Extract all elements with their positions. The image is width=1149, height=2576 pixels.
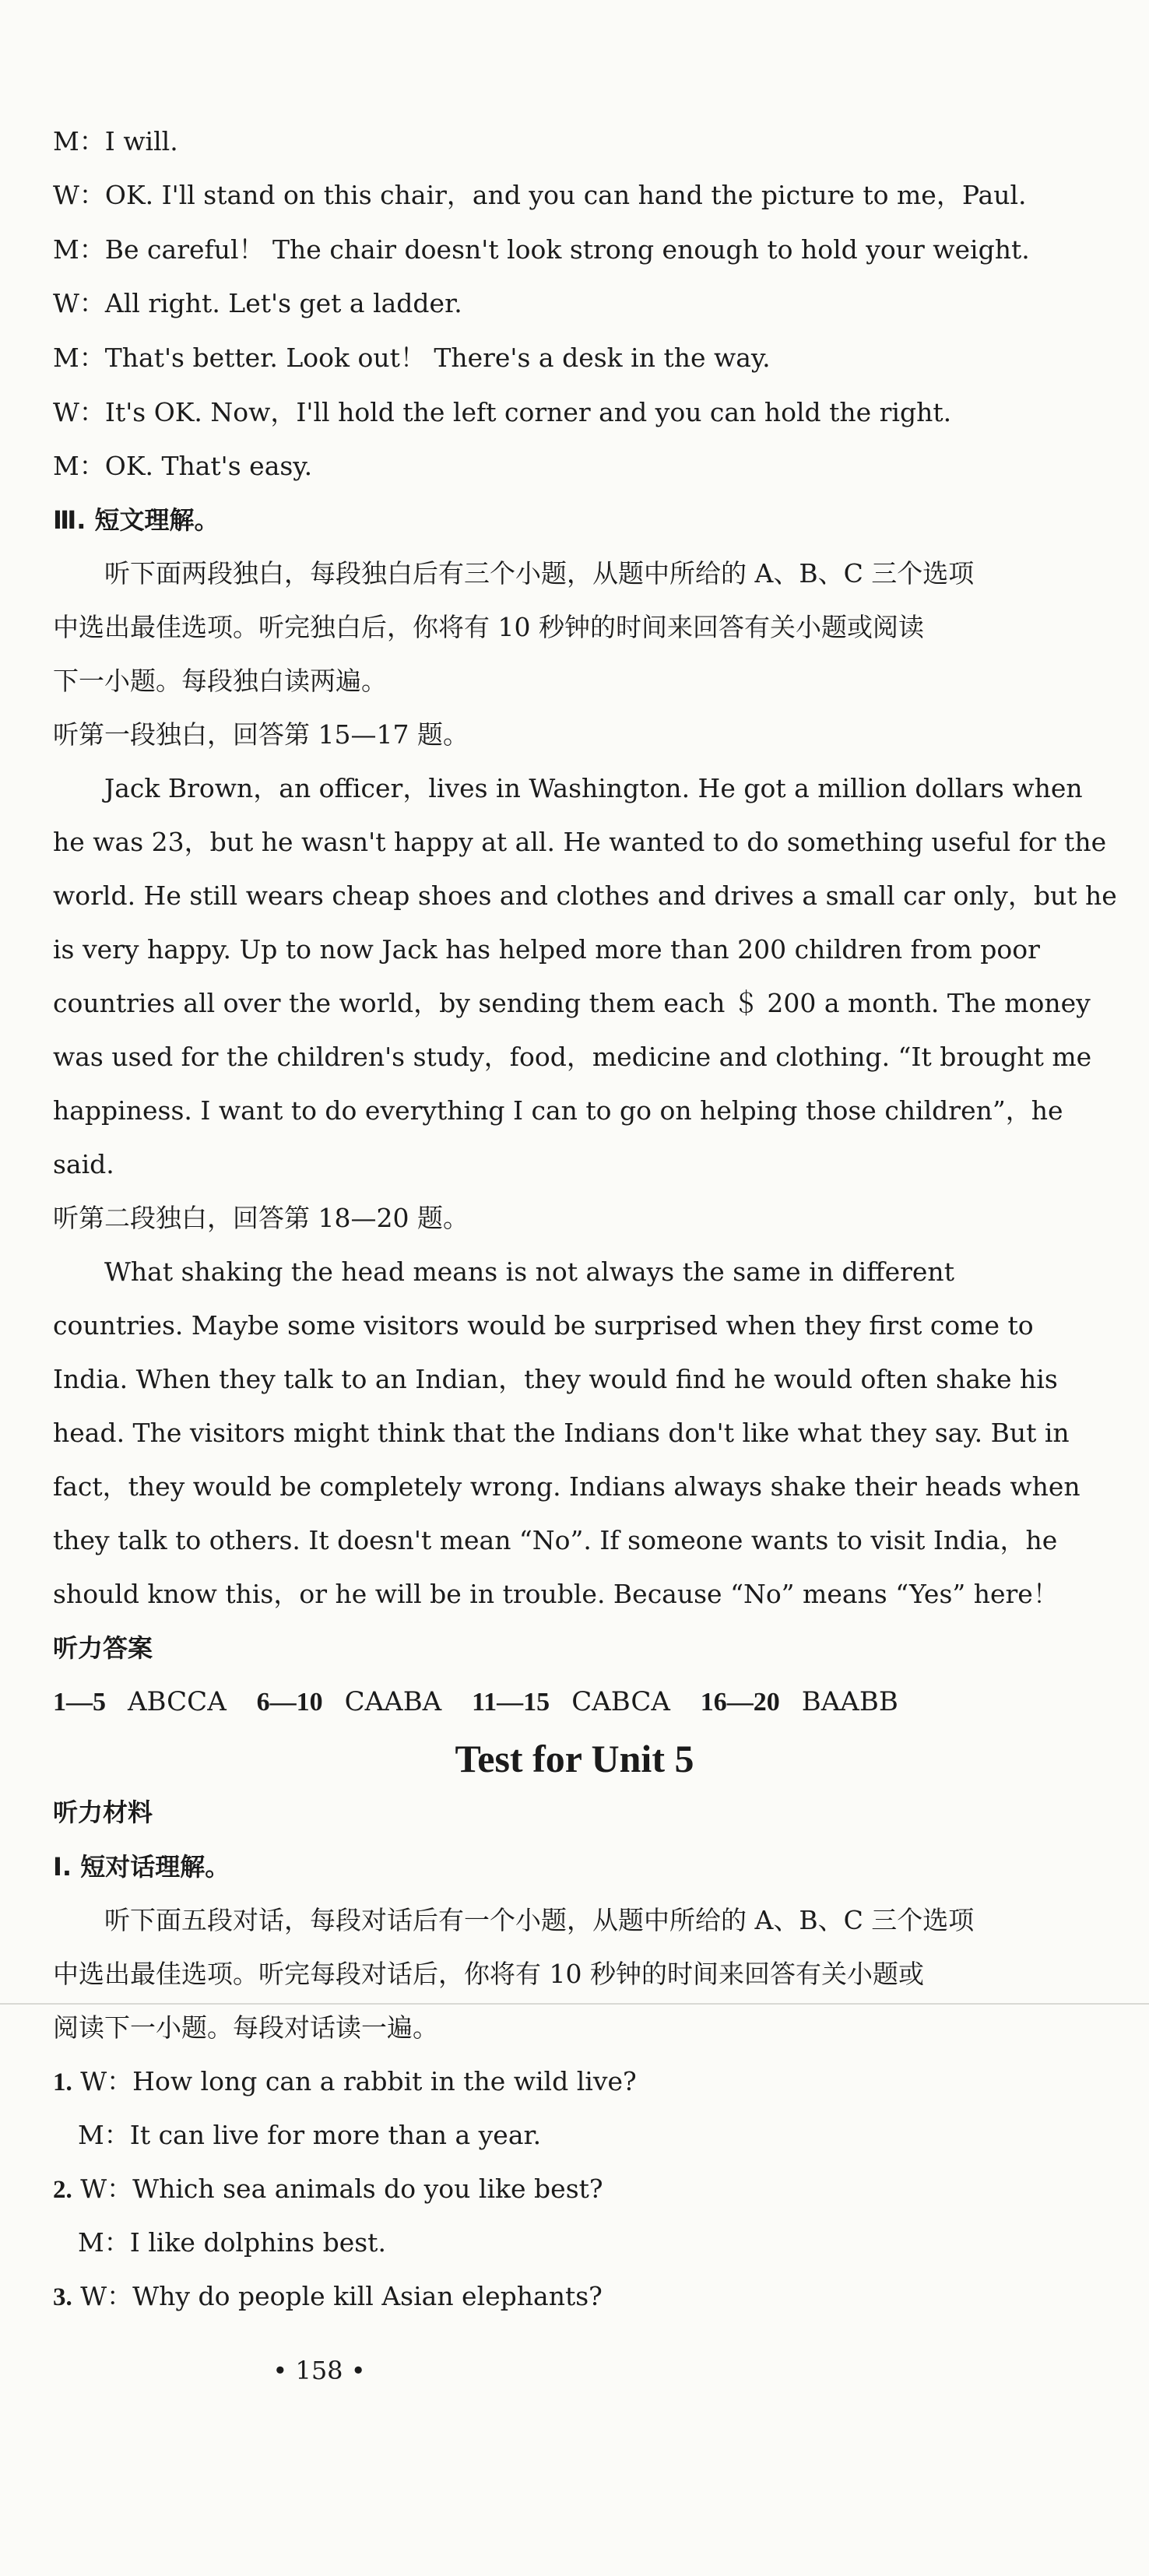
instruction-line: 中选出最佳选项。听完独白后，你将有 10 秒钟的时间来回答有关小题或阅读 bbox=[53, 612, 924, 642]
answer-key bbox=[53, 1686, 898, 1717]
instruction-line: 阅读下一小题。每段对话读一遍。 bbox=[53, 2012, 438, 2043]
answer-letters: ABCCA bbox=[128, 1686, 227, 1717]
passage-line: said. bbox=[53, 1149, 114, 1179]
dialog-line: W：OK. I'll stand on this chair，and you can hand the picture to me，Paul. bbox=[53, 180, 1027, 210]
passage-line: should know this，or he will be in trouble. Because “No” means “Yes” here！ bbox=[53, 1579, 1059, 1609]
answer-line: M：It can live for more than a year. bbox=[78, 2120, 542, 2150]
answer-range: 6—10 bbox=[256, 1688, 323, 1717]
passage-line: countries. Maybe some visitors would be surprised when they first come to bbox=[53, 1310, 1034, 1341]
dialog-line: M：That's better. Look out！ There's a desk in the way. bbox=[53, 343, 771, 373]
materials-heading: 听力材料 bbox=[53, 1798, 153, 1827]
passage-line: world. He still wears cheap shoes and clothes and drives a small car only，but he bbox=[53, 880, 1117, 911]
answer-letters: BAABB bbox=[801, 1686, 898, 1717]
passage-line: What shaking the head means is not always the same in different bbox=[104, 1256, 954, 1287]
instruction-line: 听下面五段对话，每段对话后有一个小题，从题中所给的 A、B、C 三个选项 bbox=[104, 1905, 975, 1935]
unit-title: Test for Unit 5 bbox=[455, 1737, 694, 1780]
passage-line: is very happy. Up to now Jack has helped more than 200 children from poor bbox=[53, 934, 1040, 965]
passage-line: countries all over the world，by sending them each ＄ 200 a month. The money bbox=[53, 988, 1091, 1018]
passage-line: India. When they talk to an Indian，they would find he would often shake his bbox=[53, 1364, 1058, 1394]
question-text: W：Which sea animals do you like best? bbox=[80, 2174, 603, 2204]
answers-heading: 听力答案 bbox=[53, 1633, 153, 1663]
passage-line: Jack Brown，an officer，lives in Washington. He got a million dollars when bbox=[104, 773, 1083, 803]
section-heading: Ⅲ. 短文理解。 bbox=[53, 505, 220, 535]
answer-range: 16—20 bbox=[700, 1688, 780, 1717]
answer-range: 1—5 bbox=[53, 1688, 106, 1717]
passage-line: they talk to others. It doesn't mean “No”. If someone wants to visit India，he bbox=[53, 1525, 1058, 1555]
answer-letters: CAABA bbox=[344, 1686, 442, 1717]
dialog-line: M：I will. bbox=[53, 126, 178, 156]
answer-letters: CABCA bbox=[571, 1686, 670, 1717]
answer-range: 11—15 bbox=[472, 1688, 550, 1717]
question-text: W：How long can a rabbit in the wild live? bbox=[80, 2066, 637, 2096]
passage-line: fact，they would be completely wrong. Indians always shake their heads when bbox=[53, 1471, 1080, 1502]
passage-line: he was 23，but he wasn't happy at all. He wanted to do something useful for the bbox=[53, 827, 1107, 857]
page-crease bbox=[0, 2003, 1149, 2005]
dialog-line: M：OK. That's easy. bbox=[53, 451, 313, 481]
monologue-label: 听第一段独白，回答第 15—17 题。 bbox=[53, 719, 469, 750]
question-item bbox=[53, 2174, 1118, 2205]
answer-line: M：I like dolphins best. bbox=[78, 2227, 386, 2258]
question-number: 3. bbox=[53, 2283, 72, 2311]
instruction-line: 下一小题。每段独白读两遍。 bbox=[53, 666, 387, 696]
passage-line: was used for the children's study，food，medicine and clothing. “It brought me bbox=[53, 1042, 1092, 1072]
question-number: 2. bbox=[53, 2176, 72, 2204]
dialog-line: W：It's OK. Now，I'll hold the left corner and you can hold the right. bbox=[53, 397, 952, 427]
page-number: • 158 • bbox=[272, 2356, 366, 2385]
dialog-line: M：Be careful！ The chair doesn't look strong enough to hold your weight. bbox=[53, 234, 1030, 265]
instruction-line: 听下面两段独白，每段独白后有三个小题，从题中所给的 A、B、C 三个选项 bbox=[104, 558, 975, 589]
question-item bbox=[53, 2281, 1118, 2313]
question-text: W：Why do people kill Asian elephants? bbox=[80, 2281, 603, 2311]
instruction-line: 中选出最佳选项。听完每段对话后，你将有 10 秒钟的时间来回答有关小题或 bbox=[53, 1959, 924, 1989]
monologue-label: 听第二段独白，回答第 18—20 题。 bbox=[53, 1203, 469, 1233]
question-number: 1. bbox=[53, 2068, 72, 2096]
question-item bbox=[53, 2066, 1118, 2098]
section-heading: Ⅰ. 短对话理解。 bbox=[53, 1852, 230, 1882]
dialog-line: W：All right. Let's get a ladder. bbox=[53, 288, 462, 318]
passage-line: happiness. I want to do everything I can to go on helping those children”，he bbox=[53, 1095, 1063, 1126]
passage-line: head. The visitors might think that the Indians don't like what they say. But in bbox=[53, 1418, 1070, 1448]
